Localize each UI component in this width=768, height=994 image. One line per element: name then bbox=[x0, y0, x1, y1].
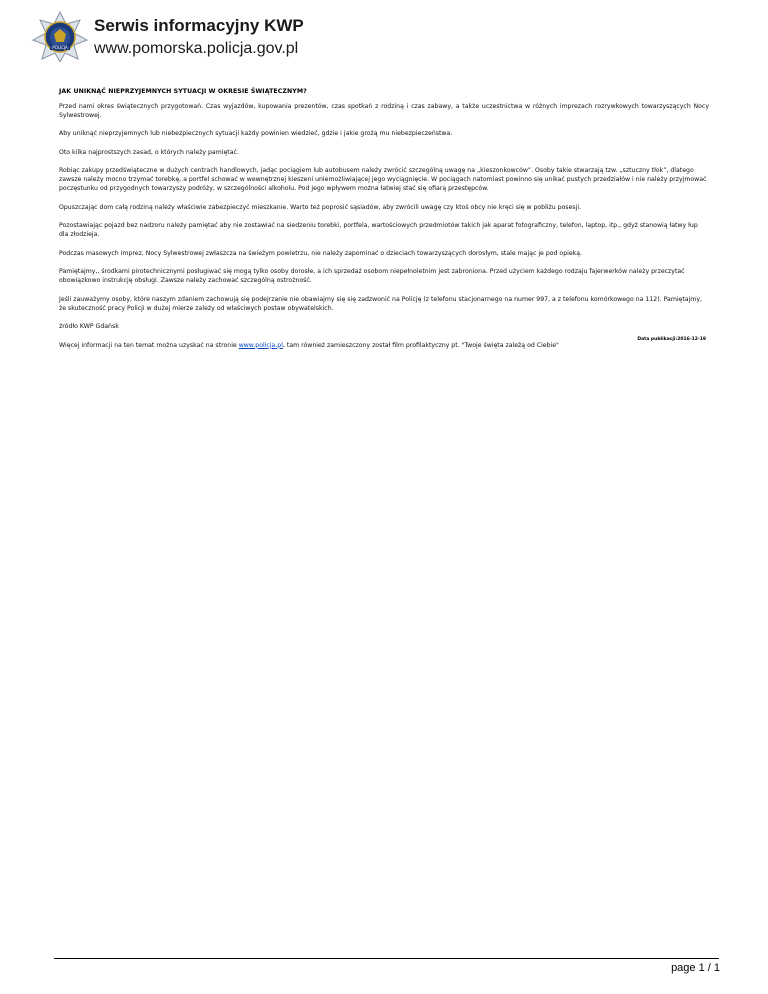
article-paragraph: Oto kilka najprostszych zasad, o których należy pamiętać. bbox=[59, 148, 239, 156]
article-paragraph: Pamiętajmy,, środkami pirotechnicznymi posługiwać się mogą tylko osoby dorosłe, a ich sprzedaż osobom niepełnoletnim jest zabroniona. Przed użyciem każdego rodzaju fajerwerków należy przeczytać obowiązkowo instrukcję obsługi. Zawsze należy zachować szczególną ostrożność. bbox=[59, 268, 685, 285]
article-paragraph: Robiąc zakupy przedświąteczne w dużych centrach handlowych, jadąc pociągiem lub autobusem należy zwrócić szczególną uwagę na „kieszonkowców”. Osoby takie stwarzają tzw. „sztuczny tłok”, dlatego zawsze należy mocno trzymać torebkę, a portfel schować w wewnętrznej kieszeni uniemożliwiającej jego wyciągnięcie. W pociągach natomiast powinno się unikać pustych przedziałów i nie należy przyjmować poczęstunku od przygodnych towarzyszy podróży, w szczególności alkoholu. Pod jego wpływem można łatwiej stać się ofiarą przestępców. bbox=[59, 167, 707, 193]
article bbox=[59, 88, 709, 360]
more-info-paragraph bbox=[59, 342, 709, 351]
page-number: page 1 / 1 bbox=[671, 962, 720, 974]
site-url: www.pomorska.policja.gov.pl bbox=[94, 40, 299, 57]
article-paragraph: Aby uniknąć nieprzyjemnych lub niebezpiecznych sytuacji każdy powinien wiedzieć, gdzie i jakie grożą mu niebezpieczeństwa. bbox=[59, 130, 453, 138]
article-paragraph: Opuszczając dom całą rodziną należy właściwie zabezpieczyć mieszkanie. Warto też poprosić sąsiadów, aby zwrócili uwagę czy ktoś obcy nie kręci się w pobliżu posesji. bbox=[59, 203, 582, 211]
article-paragraph: Przed nami okres świątecznych przygotowań. Czas wyjazdów, kupowania prezentów, czas spotkań z rodziną i czas zabawy, a także uczestnictwa w różnych imprezach rozrywkowych towarzyszących Nocy Sylwestrowej. bbox=[59, 103, 709, 119]
source-note: źródło KWP Gdańsk bbox=[59, 323, 119, 331]
publication-date: Data publikacji:2016-12-19 bbox=[637, 337, 706, 342]
site-title: Serwis informacyjny KWP bbox=[94, 16, 304, 35]
article-paragraph: Pozostawiając pojazd bez nadzoru należy pamiętać aby nie zostawiać na siedzeniu torebki, portfela, wartościowych przedmiotów takich jak aparat fotograficzny, telefon, laptop, itp., gdyż stanowią łatwy łup dla złodzieja. bbox=[59, 222, 698, 239]
footer-divider bbox=[54, 958, 719, 959]
logo-text: POLICJA bbox=[52, 45, 68, 51]
policja-link[interactable]: www.policja.pl bbox=[238, 341, 283, 349]
page-header bbox=[30, 10, 730, 62]
more-info-suffix: , tam również zamieszczony został film profilaktyczny pt. "Twoje święta zależą od Ciebie" bbox=[282, 341, 559, 349]
police-star-badge-icon bbox=[30, 10, 90, 62]
article-paragraph: Jeśli zauważymy osoby, które naszym zdaniem zachowują się podejrzanie nie obawiajmy się się zadzwonić na Policję (z telefonu stacjonarnego na numer 997, a z telefonu komórkowego na 112). Pamiętajmy, że skuteczność pracy Policji w dużej mierze zależy od właściwych postaw obywatelskich. bbox=[59, 295, 702, 312]
article-title: JAK UNIKNĄĆ NIEPRZYJEMNYCH SYTUACJI W OKRESIE ŚWIĄTECZNYM? bbox=[59, 88, 307, 95]
more-info-prefix: Więcej informacji na ten temat można uzyskać na stronie bbox=[59, 341, 239, 349]
article-paragraph: Podczas masowych imprez, Nocy Sylwestrowej zwłaszcza na świeżym powietrzu, nie należy zapominać o dzieciach towarzyszących dorosłym, stale mając je pod opieką. bbox=[59, 249, 583, 257]
